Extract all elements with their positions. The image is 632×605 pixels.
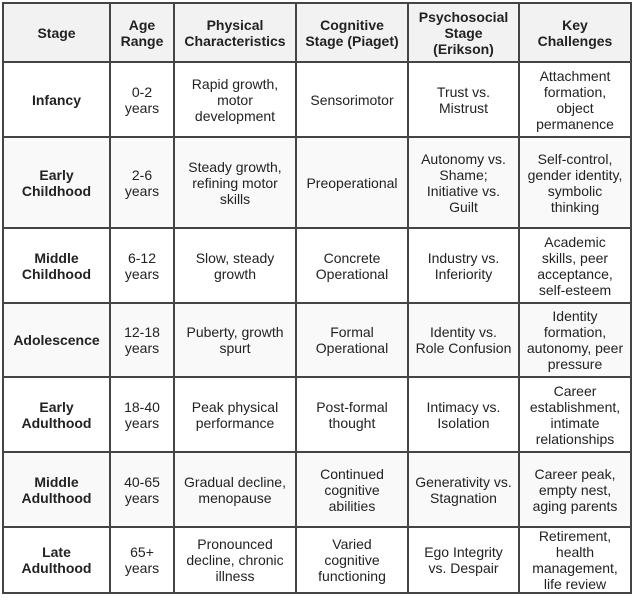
challenges-cell: Retirement, health management, life review [519, 527, 631, 593]
age-cell: 6-12 years [110, 228, 174, 303]
physical-cell: Peak physical performance [174, 377, 296, 452]
physical-cell: Puberty, growth spurt [174, 303, 296, 377]
cognitive-cell: Post-formal thought [296, 377, 408, 452]
age-cell: 40-65 years [110, 452, 174, 527]
psychosocial-cell: Trust vs. Mistrust [408, 62, 519, 137]
physical-cell: Gradual decline, menopause [174, 452, 296, 527]
psychosocial-cell: Industry vs. Inferiority [408, 228, 519, 303]
physical-cell: Steady growth, refining motor skills [174, 137, 296, 228]
psychosocial-cell: Ego Integrity vs. Despair [408, 527, 519, 593]
challenges-cell: Attachment formation, object permanence [519, 62, 631, 137]
physical-cell: Rapid growth, motor development [174, 62, 296, 137]
age-cell: 12-18 years [110, 303, 174, 377]
table-row [3, 228, 631, 303]
age-cell: 2-6 years [110, 137, 174, 228]
physical-cell: Pronounced decline, chronic illness [174, 527, 296, 593]
cognitive-cell: Continued cognitive abilities [296, 452, 408, 527]
table-row [3, 377, 631, 452]
psychosocial-cell: Intimacy vs. Isolation [408, 377, 519, 452]
psychosocial-cell: Identity vs. Role Confusion [408, 303, 519, 377]
challenges-cell: Career peak, empty nest, aging parents [519, 452, 631, 527]
stage-cell: Infancy [3, 62, 110, 137]
age-cell: 65+ years [110, 527, 174, 593]
table-row [3, 303, 631, 377]
stage-cell: Middle Childhood [3, 228, 110, 303]
cognitive-cell: Varied cognitive functioning [296, 527, 408, 593]
header-age-range: Age Range [110, 3, 174, 62]
challenges-cell: Identity formation, autonomy, peer pressure [519, 303, 631, 377]
challenges-cell: Career establishment, intimate relationships [519, 377, 631, 452]
stage-cell: Adolescence [3, 303, 110, 377]
psychosocial-cell: Autonomy vs. Shame; Initiative vs. Guilt [408, 137, 519, 228]
stage-cell: Early Childhood [3, 137, 110, 228]
header-psychosocial: Psychosocial Stage (Erikson) [408, 3, 519, 62]
cognitive-cell: Formal Operational [296, 303, 408, 377]
age-cell: 0-2 years [110, 62, 174, 137]
stage-cell: Middle Adulthood [3, 452, 110, 527]
header-physical: Physical Characteristics [174, 3, 296, 62]
cognitive-cell: Sensorimotor [296, 62, 408, 137]
cognitive-cell: Concrete Operational [296, 228, 408, 303]
table-row [3, 452, 631, 527]
psychosocial-cell: Generativity vs. Stagnation [408, 452, 519, 527]
challenges-cell: Self-control, gender identity, symbolic thinking [519, 137, 631, 228]
table-row [3, 137, 631, 228]
table-row [3, 62, 631, 137]
stage-cell: Late Adulthood [3, 527, 110, 593]
physical-cell: Slow, steady growth [174, 228, 296, 303]
life-stages-table [2, 2, 632, 594]
header-row [3, 3, 631, 62]
age-cell: 18-40 years [110, 377, 174, 452]
cognitive-cell: Preoperational [296, 137, 408, 228]
table-row [3, 527, 631, 593]
header-stage: Stage [3, 3, 110, 62]
stage-cell: Early Adulthood [3, 377, 110, 452]
challenges-cell: Academic skills, peer acceptance, self-esteem [519, 228, 631, 303]
header-challenges: Key Challenges [519, 3, 631, 62]
header-cognitive: Cognitive Stage (Piaget) [296, 3, 408, 62]
